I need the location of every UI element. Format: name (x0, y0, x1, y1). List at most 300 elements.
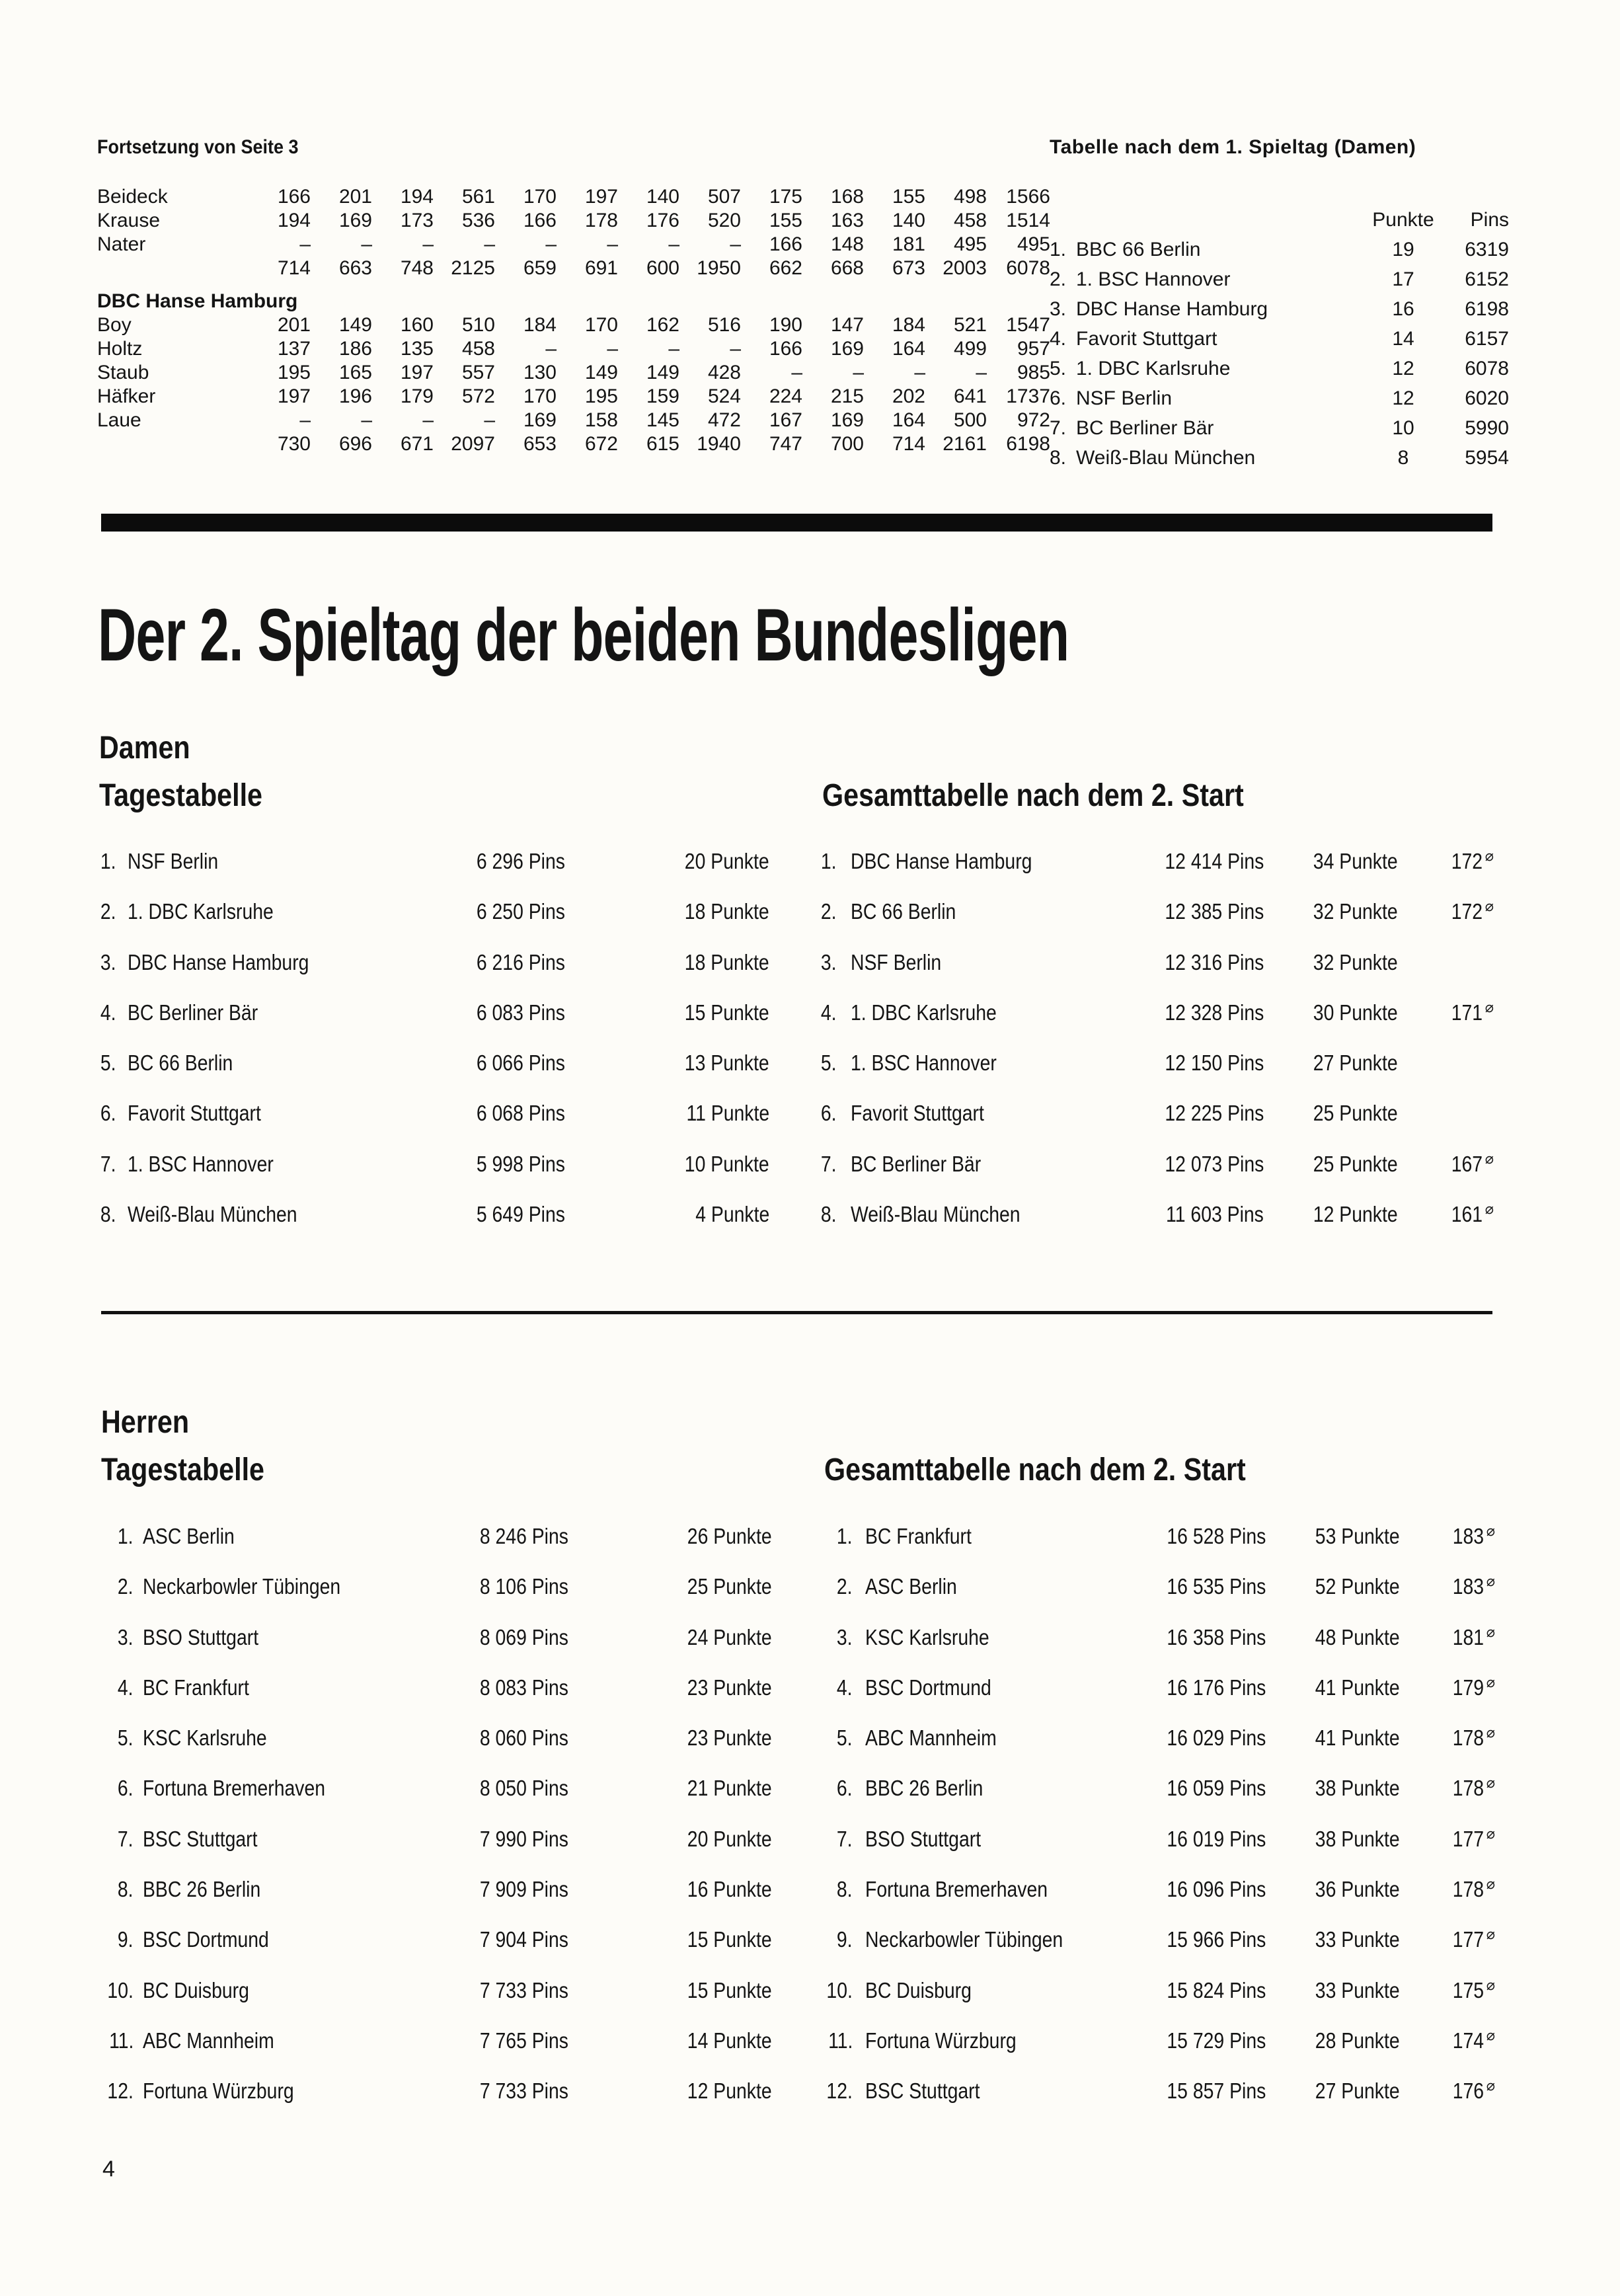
pins-cell (1097, 2066, 1266, 2116)
team-cell (851, 1189, 1048, 1240)
score-cell: 428 (707, 362, 741, 383)
pins-cell-text: 8 246 Pins (479, 1524, 568, 1548)
rank-cell-text: 6. (837, 1776, 853, 1801)
score-cell: 957 (1017, 338, 1050, 360)
points-cell-text: 13 Punkte (685, 1050, 769, 1076)
score-cell: 186 (338, 338, 372, 360)
team-cell-text: 1. BSC Hannover (128, 1151, 274, 1176)
standings-row (0, 1915, 1620, 1965)
pins-cell-text: 6 083 Pins (476, 1000, 565, 1025)
total-label (97, 257, 249, 280)
score-cell: – (484, 233, 495, 255)
team-cell-text: Fortuna Würzburg (143, 2078, 294, 2104)
points-cell-text: 21 Punkte (687, 1776, 772, 1801)
score-cell: 194 (400, 186, 434, 208)
rank-cell: 4. (1050, 328, 1067, 350)
score-cell: 659 (523, 257, 557, 279)
team-cell-text: BC 66 Berlin (851, 899, 956, 924)
points-cell-text: 25 Punkte (687, 1574, 772, 1599)
herren-total-title: Gesamttabelle nach dem 2. Start (824, 1452, 1246, 1487)
rank-cell (806, 2066, 853, 2116)
standings-row (1050, 443, 1509, 473)
score-cell: 158 (584, 409, 618, 431)
standings-row (0, 1038, 1620, 1088)
average-icon: ⌀ (1486, 1774, 1495, 1792)
pins-cell-text: 8 050 Pins (479, 1776, 568, 1801)
score-cell: 147 (830, 314, 864, 336)
points-cell-text: 18 Punkte (685, 949, 769, 974)
team-cell-text: BSO Stuttgart (143, 1624, 259, 1649)
score-cell: 1566 (1006, 186, 1050, 208)
score-cell: 170 (523, 385, 557, 407)
pins-cell-text: 6 066 Pins (476, 1050, 565, 1076)
pins-cell (1097, 1562, 1266, 1612)
rank-cell-text: 6. (118, 1776, 134, 1801)
pins-cell-text: 15 729 Pins (1167, 2028, 1266, 2053)
player-name: Beideck (97, 186, 168, 208)
standings-row (0, 2016, 1620, 2066)
average-cell (1401, 2016, 1495, 2066)
score-cell: 2003 (943, 257, 987, 279)
rank-cell (806, 1088, 837, 1138)
score-cell: 671 (400, 433, 434, 455)
rank-cell-text: 3. (118, 1624, 134, 1649)
team-cell (865, 1763, 1002, 1813)
herren-total-table (0, 1511, 1620, 2117)
points-cell (1269, 836, 1398, 887)
rank-cell-text: 2. (118, 1574, 134, 1599)
score-cell: 536 (461, 210, 495, 231)
score-cell: 215 (830, 385, 864, 407)
page-headline: Der 2. Spieltag der beiden Bundesligen (98, 594, 1069, 676)
rank-cell: 7. (1050, 417, 1067, 439)
rank-cell-text: 11. (108, 2028, 134, 2053)
score-cell: 149 (338, 314, 372, 336)
player-row (97, 409, 1050, 432)
points-cell-text: 25 Punkte (1313, 1101, 1398, 1126)
average-cell (1401, 1612, 1495, 1663)
rank-cell-text: 6. (100, 1101, 116, 1126)
team-cell-text: BSC Stuttgart (865, 2078, 980, 2104)
average-cell (1401, 2066, 1495, 2116)
points-cell: 17 (1392, 268, 1414, 290)
score-cell: 201 (338, 186, 372, 208)
rank-cell (806, 937, 837, 988)
pins-cell-text: 16 535 Pins (1167, 1574, 1266, 1599)
team-cell (851, 988, 1021, 1038)
team-cell-text: Fortuna Bremerhaven (143, 1776, 326, 1801)
pins-cell: 6157 (1465, 328, 1509, 350)
pins-cell (1097, 836, 1264, 887)
team-cell (865, 1663, 1012, 1713)
rank-cell-text: 3. (100, 949, 116, 974)
points-cell (1269, 1915, 1400, 1965)
score-cell: 224 (769, 385, 802, 407)
player-name: Krause (97, 210, 161, 231)
rank-cell-text: 7. (821, 1151, 837, 1176)
score-cell: 510 (461, 314, 495, 336)
pins-cell (1097, 1915, 1266, 1965)
standings-row (0, 1713, 1620, 1763)
points-cell-text: 52 Punkte (1315, 1574, 1400, 1599)
pins-cell (1097, 1965, 1266, 2016)
team-cell-text: Weiß-Blau München (851, 1202, 1021, 1227)
pins-cell-text: 5 998 Pins (476, 1151, 565, 1176)
score-cell: 169 (830, 338, 864, 360)
pins-cell: 6198 (1465, 298, 1509, 320)
score-cell: 2125 (451, 257, 495, 279)
rank-cell (806, 1965, 853, 2016)
points-cell (1269, 1965, 1400, 2016)
rank-cell-text: 8. (118, 1877, 134, 1902)
average-cell-text: 178 (1452, 1877, 1484, 1902)
average-cell-text: 172 (1451, 849, 1483, 873)
points-cell (1269, 1189, 1398, 1240)
score-cell: 148 (830, 233, 864, 255)
team-cell-text: ASC Berlin (865, 1574, 957, 1599)
standings-row (0, 1814, 1620, 1864)
rank-cell (806, 1915, 853, 1965)
average-cell-text: 167 (1451, 1151, 1483, 1176)
average-icon: ⌀ (1486, 1926, 1495, 1943)
pins-cell-text: 6 216 Pins (476, 949, 565, 974)
rank-cell-text: 7. (100, 1151, 116, 1176)
pins-cell-text: 7 733 Pins (479, 1977, 568, 2002)
score-cell: – (299, 409, 311, 431)
pins-cell-text: 8 060 Pins (479, 1725, 568, 1751)
score-cell: 155 (769, 210, 802, 231)
standings-row (0, 1763, 1620, 1813)
team-cell-text: BBC 26 Berlin (865, 1776, 984, 1801)
average-cell-text: 183 (1452, 1574, 1484, 1599)
score-cell: 696 (338, 433, 372, 455)
rank-cell-text: 5. (821, 1050, 837, 1076)
score-cell: – (791, 362, 802, 383)
score-cell: 130 (523, 362, 557, 383)
points-cell-text: 4 Punkte (695, 1202, 769, 1227)
standings-row (1050, 294, 1509, 324)
pins-cell-text: 6 250 Pins (476, 899, 565, 924)
rank-cell (806, 1038, 837, 1088)
score-cell: 524 (707, 385, 741, 407)
team-cell (865, 1915, 1095, 1965)
average-icon: ⌀ (1486, 1724, 1495, 1741)
standings-row (1050, 413, 1509, 443)
score-cell: 197 (400, 362, 434, 383)
score-cell: 155 (892, 186, 925, 208)
average-cell-text: 177 (1452, 1826, 1484, 1851)
pins-cell-text: 7 909 Pins (479, 1877, 568, 1902)
points-cell (1269, 1088, 1398, 1138)
average-cell (1401, 836, 1494, 887)
player-row (97, 337, 1050, 361)
standings-row (0, 2066, 1620, 2116)
rank-cell (806, 1612, 853, 1663)
rank-cell-text: 3. (837, 1624, 853, 1649)
rank-cell-text: 1. (118, 1524, 134, 1548)
average-icon: ⌀ (1486, 1673, 1495, 1690)
score-cell: 730 (277, 433, 311, 455)
pins-cell-text: 7 904 Pins (479, 1927, 568, 1952)
team-cell-text: ABC Mannheim (865, 1725, 997, 1751)
score-cell: 169 (338, 210, 372, 231)
pins-cell (1097, 937, 1264, 988)
score-cell: – (422, 409, 434, 431)
team-cell: 1. DBC Karlsruhe (1076, 358, 1231, 379)
score-cell: 673 (892, 257, 925, 279)
pins-cell-text: 8 106 Pins (479, 1574, 568, 1599)
score-cell: 572 (461, 385, 495, 407)
average-cell-text: 174 (1452, 2028, 1484, 2053)
pins-cell-text: 7 733 Pins (479, 2078, 568, 2104)
average-icon: ⌀ (1486, 1825, 1495, 1842)
points-cell (1269, 1814, 1400, 1864)
team-cell-text: BSC Dortmund (143, 1927, 269, 1952)
damen-total-table (0, 836, 1620, 1240)
average-cell-text: 176 (1452, 2078, 1484, 2104)
score-cell: – (299, 233, 311, 255)
team-name: DBC Hanse Hamburg (97, 290, 298, 312)
col-pins-header: Pins (1470, 209, 1509, 231)
team-cell: BBC 66 Berlin (1076, 239, 1201, 260)
team-cell (865, 1612, 1009, 1663)
player-row (97, 233, 1050, 257)
pins-cell (1097, 1814, 1266, 1864)
team-cell-text: BSC Dortmund (865, 1675, 991, 1700)
team-cell (865, 1713, 1018, 1763)
standings-row (0, 836, 1620, 887)
score-cell: 495 (1017, 233, 1050, 255)
score-cell: 653 (523, 433, 557, 455)
team-cell (865, 1965, 989, 2016)
pins-cell-text: 8 083 Pins (479, 1675, 568, 1700)
score-cell: 166 (523, 210, 557, 231)
player-row (97, 313, 1050, 337)
score-cell: 167 (769, 409, 802, 431)
score-cell: 520 (707, 210, 741, 231)
score-cell: 169 (830, 409, 864, 431)
points-cell-text: 27 Punkte (1313, 1050, 1398, 1076)
points-cell: 19 (1392, 239, 1414, 260)
score-cell: 149 (646, 362, 679, 383)
herren-section-title: Herren (101, 1405, 190, 1440)
score-cell: 135 (400, 338, 434, 360)
points-cell-text: 11 Punkte (686, 1101, 769, 1126)
pins-cell-text: 15 824 Pins (1167, 1977, 1266, 2002)
pins-cell: 6152 (1465, 268, 1509, 290)
points-cell (1269, 1864, 1400, 1915)
rank-cell-text: 2. (100, 899, 116, 924)
rank-cell: 3. (1050, 298, 1067, 320)
pins-cell-text: 16 029 Pins (1167, 1725, 1266, 1751)
pins-cell (1097, 988, 1264, 1038)
average-cell-text: 179 (1452, 1675, 1484, 1700)
score-cell: 168 (830, 186, 864, 208)
average-icon: ⌀ (1486, 2026, 1495, 2043)
average-cell-text: 181 (1452, 1624, 1484, 1649)
team-cell (851, 1139, 1002, 1189)
team-cell-text: DBC Hanse Hamburg (128, 949, 309, 974)
team-cell-text: BC Frankfurt (143, 1675, 249, 1700)
player-row (97, 185, 1050, 209)
score-cell: 2161 (943, 433, 987, 455)
score-cell: 516 (707, 314, 741, 336)
score-cell: 170 (523, 186, 557, 208)
team-cell (865, 2066, 999, 2116)
points-cell-text: 36 Punkte (1315, 1877, 1400, 1902)
score-cell: 641 (953, 385, 987, 407)
score-cell: 748 (400, 257, 434, 279)
team-cell-text: Weiß-Blau München (128, 1202, 297, 1227)
pins-cell-text: 11 603 Pins (1166, 1202, 1264, 1227)
score-cell: 600 (646, 257, 679, 279)
points-cell-text: 32 Punkte (1313, 899, 1398, 924)
rank-cell: 2. (1050, 268, 1067, 290)
average-cell (1401, 1189, 1494, 1240)
team-total-row (97, 432, 1050, 456)
average-icon: ⌀ (1485, 898, 1494, 915)
rank-cell (806, 836, 837, 887)
average-cell (1401, 988, 1494, 1038)
team-cell (851, 887, 973, 937)
average-icon: ⌀ (1485, 1201, 1494, 1218)
points-cell: 12 (1392, 358, 1414, 379)
pins-cell (1097, 1663, 1266, 1713)
standings-row (1050, 324, 1509, 354)
rank-cell-text: 10. (107, 1977, 134, 2002)
team-cell-text: BC 66 Berlin (128, 1050, 233, 1076)
pins-cell-text: 5 649 Pins (476, 1202, 565, 1227)
rank-cell (806, 1562, 853, 1612)
points-cell (1269, 1663, 1400, 1713)
score-cell: 1737 (1006, 385, 1050, 407)
score-cell: 6078 (1006, 257, 1050, 279)
average-cell (1401, 1562, 1495, 1612)
average-cell (1401, 1139, 1494, 1189)
points-cell (1269, 937, 1398, 988)
pins-cell (1097, 1612, 1266, 1663)
score-cell: 2097 (451, 433, 495, 455)
team-cell-text: BC Frankfurt (865, 1524, 972, 1548)
score-cell: 164 (892, 409, 925, 431)
standings-row (1050, 264, 1509, 294)
points-cell-text: 15 Punkte (687, 1977, 772, 2002)
score-cell: 985 (1017, 362, 1050, 383)
points-cell-text: 23 Punkte (687, 1725, 772, 1751)
ladies-day1-header (1050, 205, 1509, 235)
score-cell: 160 (400, 314, 434, 336)
player-name: Holtz (97, 338, 143, 360)
pins-cell-text: 12 150 Pins (1165, 1050, 1264, 1076)
pins-cell (1097, 1511, 1266, 1562)
rank-cell-text: 2. (837, 1574, 853, 1599)
rank-cell (806, 1663, 853, 1713)
points-cell-text: 12 Punkte (1313, 1202, 1398, 1227)
team-heading-row (97, 280, 1050, 313)
team-cell-text: KSC Karlsruhe (865, 1624, 989, 1649)
rank-cell-text: 5. (118, 1725, 134, 1751)
points-cell-text: 41 Punkte (1315, 1675, 1400, 1700)
team-cell-text: KSC Karlsruhe (143, 1725, 267, 1751)
score-cell: 1950 (697, 257, 741, 279)
score-cell: 668 (830, 257, 864, 279)
ladies-day1-title: Tabelle nach dem 1. Spieltag (Damen) (1050, 136, 1416, 158)
standings-row (1050, 235, 1509, 264)
team-cell-text: BC Duisburg (865, 1977, 972, 2002)
points-cell-text: 34 Punkte (1313, 849, 1398, 873)
pins-cell-text: 12 316 Pins (1165, 949, 1264, 974)
average-icon: ⌀ (1486, 2077, 1495, 2094)
points-cell (1269, 1763, 1400, 1813)
score-cell: 1940 (697, 433, 741, 455)
score-cell: 184 (892, 314, 925, 336)
average-cell-text: 172 (1451, 899, 1483, 924)
score-cell: 149 (584, 362, 618, 383)
pins-cell-text: 16 358 Pins (1167, 1624, 1266, 1649)
player-name: Laue (97, 409, 141, 431)
average-cell (1401, 887, 1494, 937)
team-cell (851, 836, 1061, 887)
team-cell: DBC Hanse Hamburg (1076, 298, 1268, 320)
standings-row (0, 1139, 1620, 1189)
pins-cell: 6319 (1465, 239, 1509, 260)
points-cell: 16 (1392, 298, 1414, 320)
average-cell (1401, 1763, 1495, 1813)
rank-cell-text: 1. (837, 1524, 853, 1548)
standings-row (0, 988, 1620, 1038)
standings-row (0, 937, 1620, 988)
team-cell-text: BC Berliner Bär (851, 1151, 982, 1176)
team-cell-text: Fortuna Bremerhaven (865, 1877, 1048, 1902)
points-cell-text: 18 Punkte (685, 899, 769, 924)
points-cell (1269, 887, 1398, 937)
score-cell: 164 (892, 338, 925, 360)
team-cell-text: BBC 26 Berlin (143, 1877, 261, 1902)
team-cell-text: Neckarbowler Tübingen (865, 1927, 1063, 1952)
pins-cell-text: 15 857 Pins (1167, 2078, 1266, 2104)
points-cell-text: 26 Punkte (687, 1524, 772, 1548)
score-cell: 663 (338, 257, 372, 279)
points-cell: 10 (1392, 417, 1414, 439)
score-cell: 714 (892, 433, 925, 455)
pins-cell-text: 16 019 Pins (1167, 1826, 1266, 1851)
pins-cell-text: 16 059 Pins (1167, 1776, 1266, 1801)
score-cell: 500 (953, 409, 987, 431)
pins-cell (1097, 1864, 1266, 1915)
team-cell-text: Neckarbowler Tübingen (143, 1574, 341, 1599)
team-cell-text: DBC Hanse Hamburg (851, 849, 1032, 873)
score-cell: 507 (707, 186, 741, 208)
standings-row (1050, 354, 1509, 383)
total-label (97, 432, 249, 456)
points-cell-text: 30 Punkte (1313, 1000, 1398, 1025)
standings-row (0, 1511, 1620, 1562)
average-cell (1401, 1663, 1495, 1713)
rank-cell-text: 4. (100, 1000, 116, 1025)
points-cell-text: 20 Punkte (687, 1826, 772, 1851)
score-cell: 166 (769, 338, 802, 360)
score-cell: 170 (584, 314, 618, 336)
pins-cell-text: 12 385 Pins (1165, 899, 1264, 924)
score-cell: – (361, 409, 372, 431)
score-cell: 169 (523, 409, 557, 431)
score-cell: – (730, 233, 741, 255)
team-cell (851, 937, 956, 988)
rank-cell-text: 3. (821, 949, 837, 974)
points-cell-text: 48 Punkte (1315, 1624, 1400, 1649)
average-cell-text: 177 (1452, 1927, 1484, 1952)
team-cell (851, 1088, 1006, 1138)
